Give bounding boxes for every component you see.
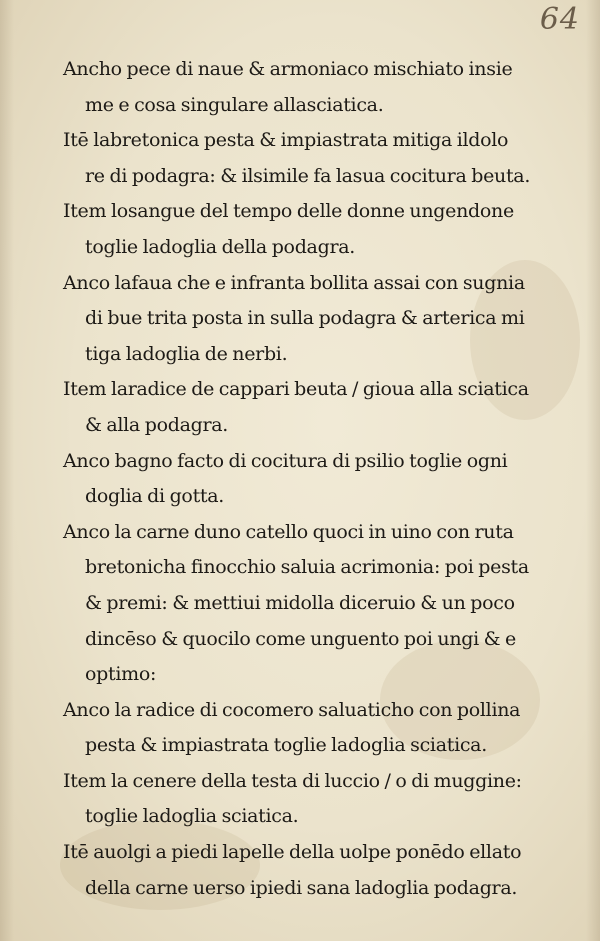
text-line: pesta & impiastrata toglie ladoglia sciatica.	[85, 734, 487, 757]
text-line: Anco bagno facto di cocitura di psilio toglie ogni	[63, 449, 508, 472]
text-line: & premi: & mettiui midolla diceruio & un poco	[85, 591, 515, 614]
text-line: re di podagra: & ilsimile fa lasua cocitura beuta.	[85, 164, 531, 187]
text-line: bretonicha finocchio saluia acrimonia: poi pesta	[85, 556, 529, 579]
text-line: Itē labretonica pesta & impiastrata mitiga ildolo	[63, 129, 509, 152]
text-line: toglie ladoglia della podagra.	[85, 235, 355, 258]
text-line: Anco la carne duno catello quoci in uino con ruta	[63, 520, 514, 543]
page-edge-left	[0, 0, 14, 941]
text-line: di bue trita posta in sulla podagra & arterica mi	[85, 307, 525, 330]
text-line: Anco lafaua che e infranta bollita assai con sugnia	[63, 271, 525, 294]
text-line: Anco la radice di cocomero saluaticho con pollina	[63, 698, 521, 721]
folio-number: 64	[539, 2, 580, 37]
text-line: Item losangue del tempo delle donne ungendone	[63, 200, 514, 223]
text-line: doglia di gotta.	[85, 485, 225, 508]
text-line: toglie ladoglia sciatica.	[85, 805, 299, 828]
text-line: optimo:	[85, 663, 157, 686]
text-line: della carne uerso ipiedi sana ladoglia podagra.	[85, 876, 518, 899]
text-block	[63, 52, 553, 906]
page-edge-right	[586, 0, 600, 941]
text-line: me e cosa singulare allasciatica.	[85, 93, 384, 116]
text-line: Ancho pece di naue & armoniaco mischiato insie	[63, 58, 513, 80]
text-line: & alla podagra.	[85, 413, 229, 436]
text-line: Itē auolgi a piedi lapelle della uolpe ponēdo ellato	[63, 841, 522, 864]
text-line: Item la cenere della testa di luccio / o di muggine:	[63, 769, 522, 792]
text-line: tiga ladoglia de nerbi.	[85, 342, 288, 365]
text-line: dincēso & quocilo come unguento poi ungi & e	[85, 627, 516, 650]
text-line: Item laradice de cappari beuta / gioua alla sciatica	[63, 378, 529, 401]
